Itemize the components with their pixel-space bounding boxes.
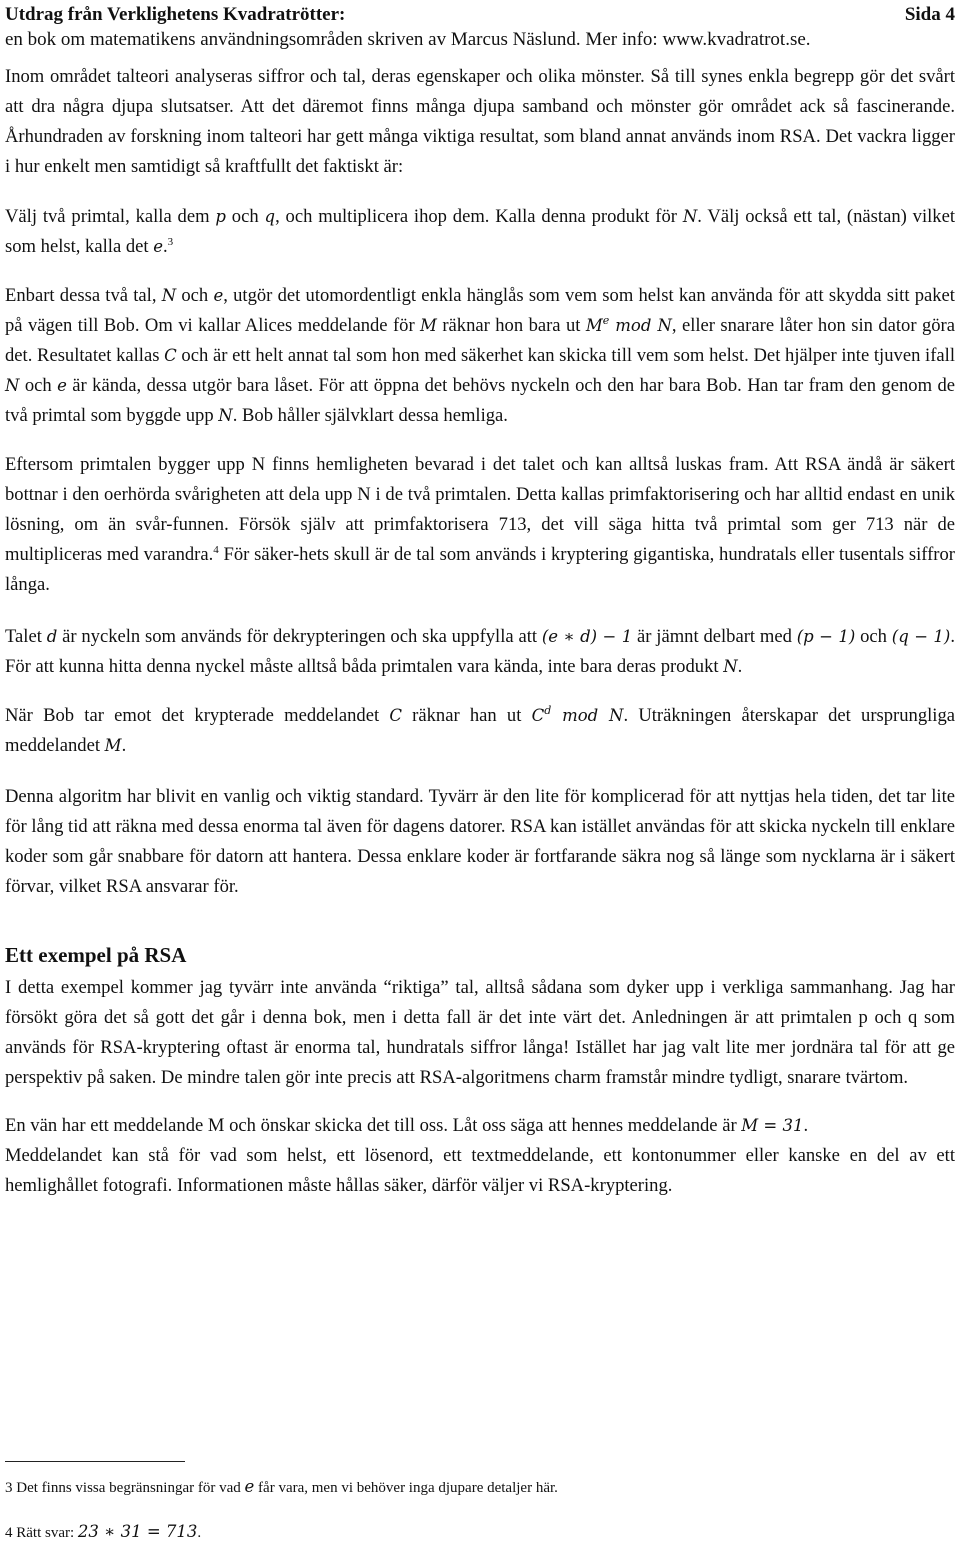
header-subtitle: en bok om matematikens användningsområden skriven av Marcus Näslund. Mer info: www.kvadratrot.se.	[5, 29, 811, 50]
header-page-number: Sida 4	[904, 4, 955, 25]
paragraph-choose-primes: Välj två primtal, kalla dem p och q, och multiplicera ihop dem. Kalla denna produkt för N. Välj också ett tal, (nästan) vilket som helst, kalla det e.$^3$	[5, 206, 955, 257]
footnote-4: 4 Rätt svar: 23 ∗ 31 = 713.	[5, 1522, 202, 1541]
paragraph-factorization: Eftersom primtalen bygger upp N finns hemligheten bevarad i det talet och kan alltså luskas fram. Att RSA ändå är säkert bottnar i den oerhörda svårigheten att dela upp N i de två primtalen. Detta kallas primfaktorisering och har alltid endast en unik lösning, om än svår-funnen. Försök själv att primfaktorisera 713, det vill säga hitta två primtal som ger 713 när de multipliceras med varandra.$^4$ För säker-hets skull är de tal som används i kryptering gigantiska, hundratals eller tusentals siffror långa.	[5, 454, 955, 595]
paragraph-standard: Denna algoritm har blivit en vanlig och viktig standard. Tyvärr är den lite för komplicerad för att nyttjas hela tiden, det tar lite för lång tid att räkna med dessa enorma tal även för dagens datorer. RSA kan istället användas för att skicka nyckeln till enklare koder som går snabbare för datorn att hantera. Dessa enklare koder är fortfarande säkra nog så länge som nycklarna är i säkert förvar, vilket RSA ansvarar för.	[5, 786, 955, 897]
footnote-3: 3 Det finns vissa begränsningar för vad e får vara, men vi behöver inga djupare detaljer här.	[5, 1477, 558, 1496]
paragraph-decrypt: När Bob tar emot det krypterade meddelandet C räknar han ut $C^d$ mod N. Uträkningen återskapar det ursprungliga meddelandet M.	[5, 703, 956, 756]
footnote-divider	[5, 1461, 185, 1462]
paragraph-padlock: Enbart dessa två tal, N och e, utgör det utomordentligt enkla hänglås som vem som helst kan använda för att skydda sitt paket på vägen till Bob. Om vi kallar Alices meddelande för M räknar hon bara ut Me mod N, eller snarare låter hon sin dator göra det. Resultatet kallas C och är ett helt annat tal som hon med säkerhet kan skicka till vem som helst. Det hjälper inte tjuven ifall N och e är kända, dessa utgör bara låset. För att öppna det behövs nyckeln och den har bara Bob. Han tar fram den genom de två primtal som byggde upp N. Bob håller självklart dessa hemliga.	[5, 285, 955, 426]
page-header	[5, 4, 955, 26]
document-page	[5, 0, 955, 1201]
paragraph-message-meaning: Meddelandet kan stå för vad som helst, ett lösenord, ett textmeddelande, ett kontonummer eller kanske en del av ett hemlighållet fotografi. Informationen måste hållas säker, därför väljer vi RSA-kryptering.	[5, 1145, 955, 1196]
footnote-ref-3: 3	[167, 235, 174, 248]
footnote-ref-4: 4	[213, 543, 219, 556]
paragraph-key-d: Talet d är nyckeln som används för dekrypteringen och ska uppfylla att (e ∗ d) − 1 är jämnt delbart med (p − 1) och (q − 1). För att kunna hitta denna nyckel måste alltså båda primtalen vara kända, inte bara deras produkt N.	[5, 626, 956, 677]
section-heading: Ett exempel på RSA	[5, 943, 187, 967]
paragraph-example-intro: I detta exempel kommer jag tyvärr inte använda “riktiga” tal, alltså sådana som dyker upp i verkliga sammanhang. Jag har försökt göra det så gott det går i denna bok, men i detta fall är det inte värt det. Anledningen är att primtalen p och q som används för RSA-kryptering oftast är enorma tal, hundratals siffror långa! Istället har jag valt lite mer jordnära tal för att ge perspektiv på saken. De mindre talen gör inte precis att RSA-algoritmens charm framstår mindre tydligt, snarare tvärtom.	[5, 977, 955, 1088]
paragraph-message: En vän har ett meddelande M och önskar skicka det till oss. Låt oss säga att hennes meddelande är M = 31.	[5, 1115, 809, 1136]
paragraph-intro: Inom området talteori analyseras siffror och tal, deras egenskaper och olika mönster. Så till synes enkla begrepp gör det svårt att dra några djupa slutsatser. Att det däremot finns många djupa samband och mönster gör området ack så fascinerande. Århundraden av forskning inom talteori har gett många viktiga resultat, som bland annat används inom RSA. Det vackra ligger i hur enkelt men samtidigt så kraftfullt det faktiskt är:	[5, 66, 955, 177]
header-title: Utdrag från Verklighetens Kvadratrötter:	[5, 4, 346, 25]
